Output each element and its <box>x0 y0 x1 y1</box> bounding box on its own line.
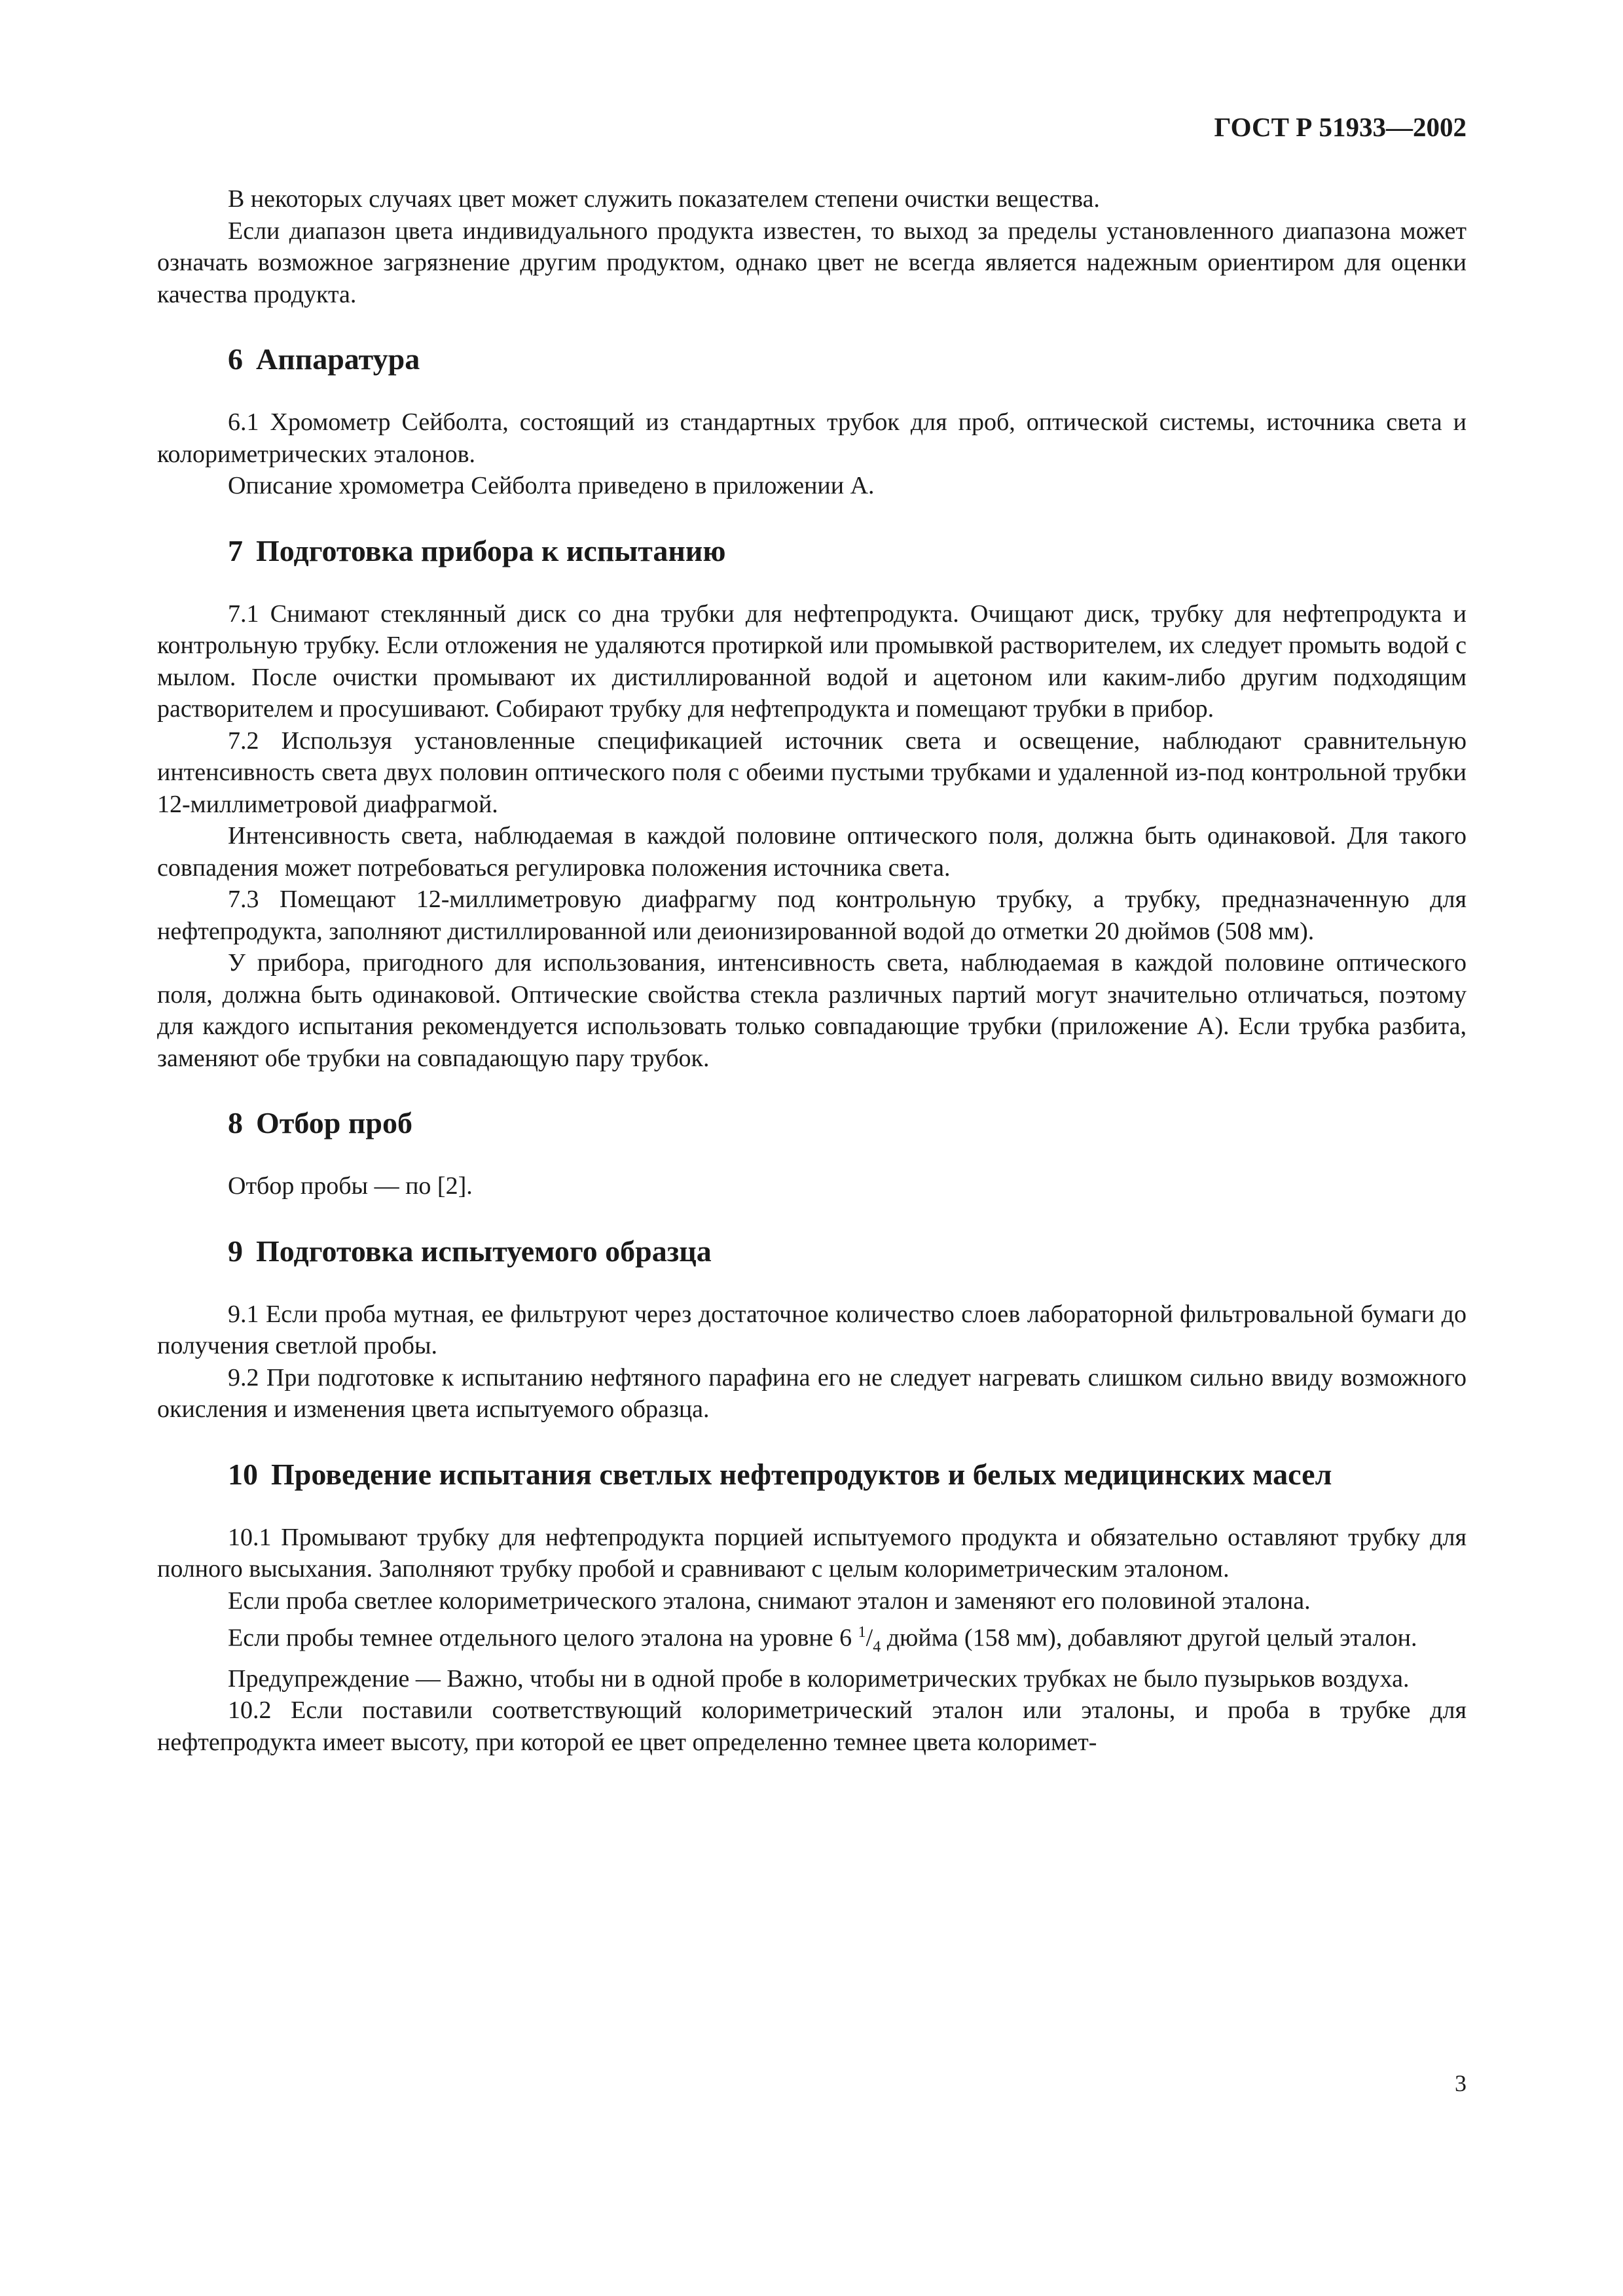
section-heading-10 <box>228 1456 1467 1493</box>
section-heading-8 <box>228 1105 1467 1141</box>
section-heading-9 <box>228 1233 1467 1270</box>
intro-paragraph: В некоторых случаях цвет может служить показателем степени очистки вещества. <box>228 185 1100 213</box>
fraction-text-after: дюйма (158 мм), добавляют другой целый эталон. <box>881 1624 1417 1652</box>
fraction-numerator: 1 <box>858 1624 866 1641</box>
section-number: 6 <box>228 342 243 376</box>
section-title: Проведение испытания светлых нефтепродуктов и белых медицинских масел <box>271 1457 1332 1491</box>
section-number: 10 <box>228 1457 258 1491</box>
fraction-text-before: Если пробы темнее отдельного целого эталона на уровне 6 <box>228 1624 858 1652</box>
fraction-denominator: 4 <box>873 1638 881 1656</box>
paragraph: У прибора, пригодного для использования, интенсивность света, наблюдаемая в каждой половине оптического поля, должна быть одинаковой. Оптические свойства стекла различных партий могут значительно отличаться, поэтому для каждого испытания рекомендуется использовать только совпадающие трубки (приложение А). Если трубка разбита, заменяют обе трубки на совпадающую пару трубок. <box>157 949 1467 1072</box>
paragraph: Описание хромометра Сейболта приведено в приложении А. <box>228 472 875 499</box>
paragraph: 9.1 Если проба мутная, ее фильтруют через достаточное количество слоев лабораторной фильтровальной бумаги до получения светлой пробы. <box>157 1300 1467 1359</box>
document-page <box>157 111 1467 1758</box>
paragraph: 10.1 Промывают трубку для нефтепродукта порцией испытуемого продукта и обязательно оставляют трубку для полного высыхания. Заполняют трубку пробой и сравнивают с целым колориметрическим эталоном. <box>157 1523 1467 1583</box>
warning-paragraph: Предупреждение — Важно, чтобы ни в одной пробе в колориметрических трубках не было пузырьков воздуха. <box>228 1664 1410 1693</box>
section-number: 7 <box>228 533 243 567</box>
paragraph: 7.2 Используя установленные спецификацией источник света и освещение, наблюдают сравнительную интенсивность света двух половин оптического поля с обеими пустыми трубками и удаленной из-под контрольной трубки 12-миллиметровой диафрагмой. <box>157 726 1467 818</box>
intro-paragraph: Если диапазон цвета индивидуального продукта известен, то выход за пределы установленного диапазона может означать возможное загрязнение другим продуктом, однако цвет не всегда является надежным ориентиром для оценки качества продукта. <box>157 217 1467 308</box>
paragraph: 7.1 Снимают стеклянный диск со дна трубки для нефтепродукта. Очищают диск, трубку для нефтепродукта и контрольную трубку. Если отложения не удаляются протиркой или промывкой растворителем, их следует промыть водой с мылом. После очистки промывают их дистиллированной водой и ацетоном или каким-либо другим подходящим растворителем и просушивают. Собирают трубку для нефтепродукта и помещают трубки в прибор. <box>157 600 1467 723</box>
paragraph: Интенсивность света, наблюдаемая в каждой половине оптического поля, должна быть одинаковой. Для такого совпадения может потребоваться регулировка положения источника света. <box>157 822 1467 882</box>
section-heading-6 <box>228 341 1467 378</box>
paragraph: 9.2 При подготовке к испытанию нефтяного парафина его не следует нагревать слишком сильно ввиду возможного окисления и изменения цвета испытуемого образца. <box>157 1363 1467 1423</box>
section-title: Отбор проб <box>256 1106 412 1139</box>
section-heading-7 <box>228 533 1467 569</box>
page-number: 3 <box>1455 2070 1467 2096</box>
section-title: Аппаратура <box>256 342 420 376</box>
paragraph: Отбор пробы — по [2]. <box>228 1172 473 1200</box>
fraction-slash: / <box>866 1624 873 1652</box>
section-number: 9 <box>228 1234 243 1268</box>
paragraph: 6.1 Хромометр Сейболта, состоящий из стандартных трубок для проб, оптической системы, источника света и колориметрических эталонов. <box>157 408 1467 468</box>
section-title: Подготовка прибора к испытанию <box>256 533 726 567</box>
document-code: ГОСТ Р 51933—2002 <box>1214 112 1467 142</box>
paragraph: 10.2 Если поставили соответствующий колориметрический эталон или эталоны, и проба в трубке для нефтепродукта имеет высоту, при которой ее цвет определенно темнее цвета колоримет- <box>157 1696 1467 1756</box>
paragraph: 7.3 Помещают 12-миллиметровую диафрагму под контрольную трубку, а трубку, предназначенную для нефтепродукта, заполняют дистиллированной или деионизированной водой до отметки 20 дюймов (508 мм). <box>157 886 1467 945</box>
paragraph-with-fraction <box>157 1617 1467 1663</box>
paragraph: Если проба светлее колориметрического эталона, снимают эталон и заменяют его половиной эталона. <box>228 1587 1311 1615</box>
section-title: Подготовка испытуемого образца <box>256 1234 712 1268</box>
section-number: 8 <box>228 1106 243 1139</box>
